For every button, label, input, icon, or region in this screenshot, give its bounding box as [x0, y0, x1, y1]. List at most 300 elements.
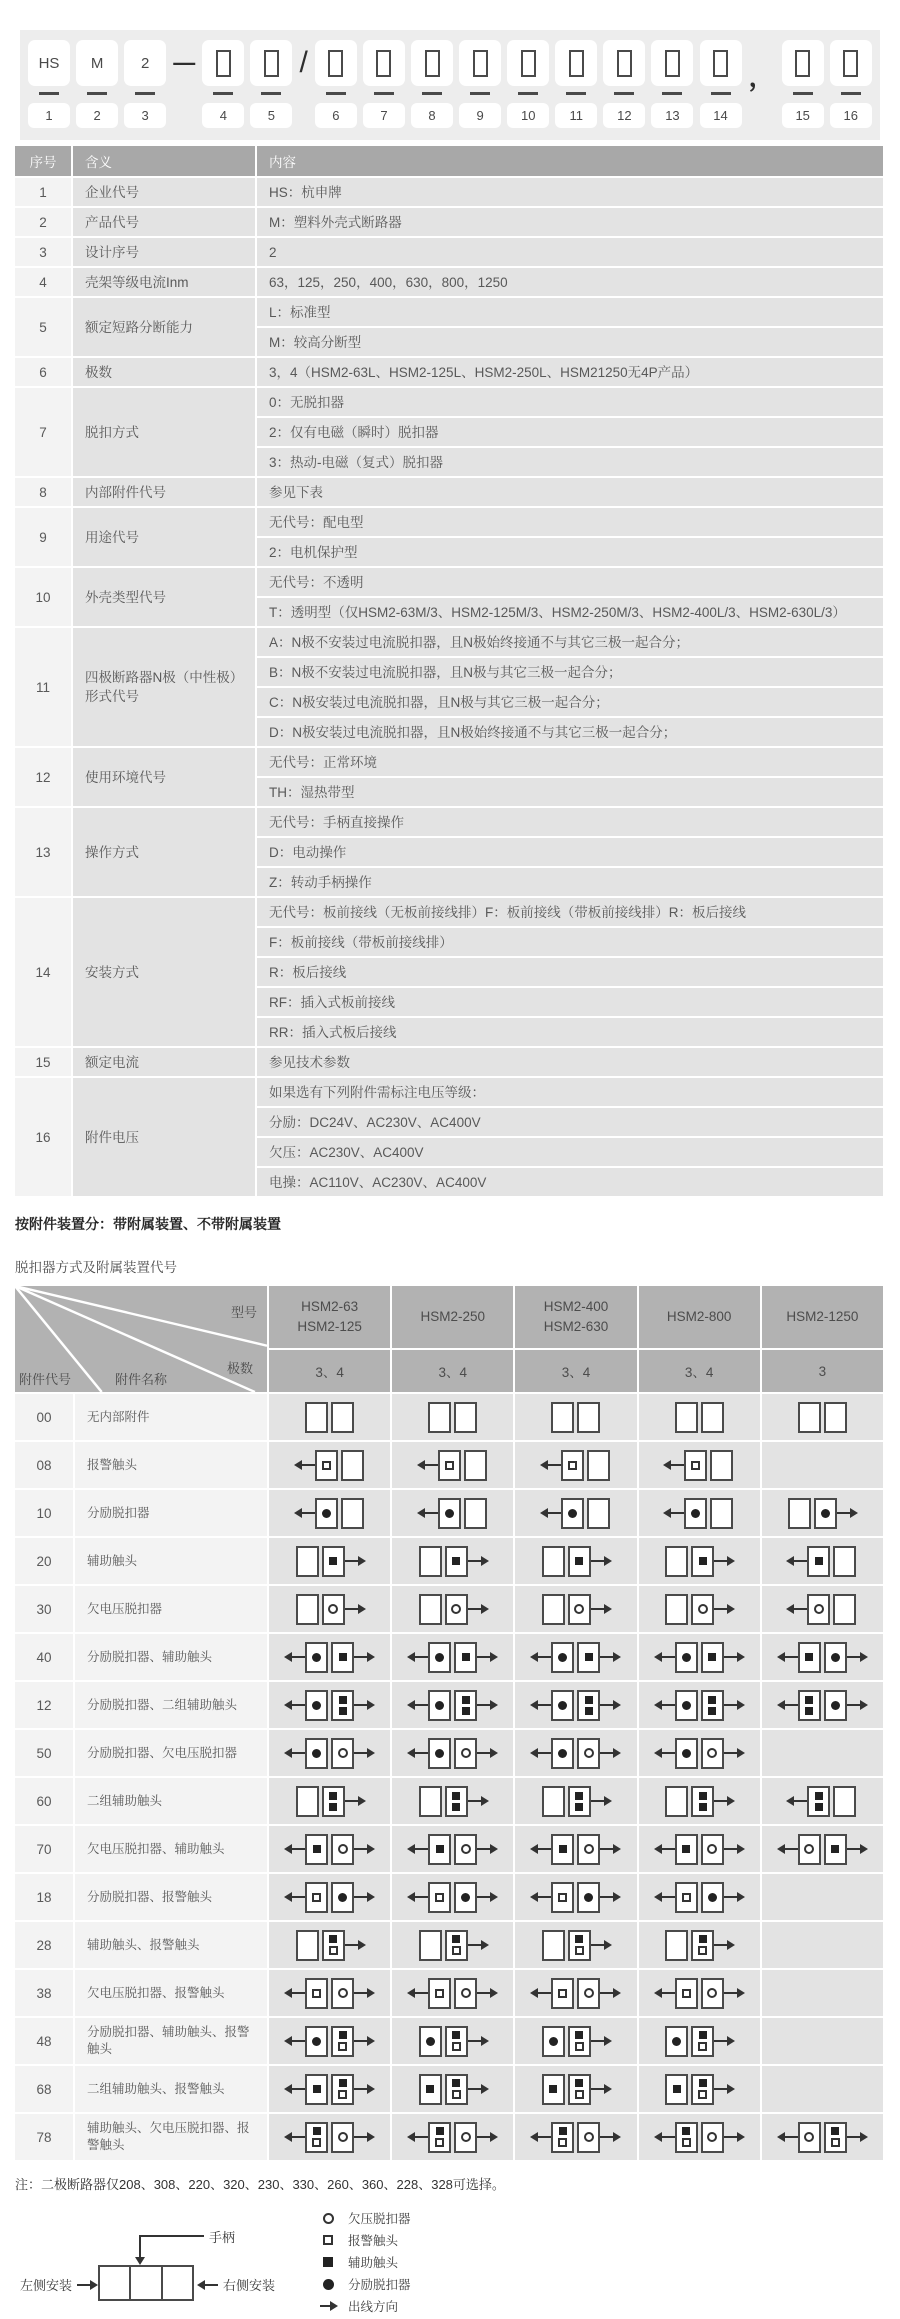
- code-box: [411, 40, 453, 86]
- accessory-diagram: [542, 1786, 610, 1817]
- breaker-compartment: [419, 1594, 442, 1625]
- breaker-compartment: [577, 1642, 600, 1673]
- breaker-compartment: [296, 1786, 319, 1817]
- accessory-diagram: [779, 1642, 866, 1673]
- empty-code-slot: [795, 50, 810, 77]
- breaker-compartment: [305, 1738, 328, 1769]
- row-number-cell: 9: [15, 508, 71, 566]
- left-arrow-icon: [779, 2136, 798, 2138]
- breaker-compartment: [454, 1882, 477, 1913]
- right-arrow-icon: [468, 1800, 487, 1802]
- auxiliary-contact-symbol: [436, 2127, 444, 2135]
- breaker-compartment: [428, 1642, 451, 1673]
- auxiliary-contact-symbol: [329, 1803, 337, 1811]
- legend-label: 欠压脱扣器: [348, 2212, 411, 2226]
- alarm-contact-symbol: [698, 1946, 707, 1955]
- accessory-row: [15, 1730, 883, 1776]
- shunt-release-symbol: [322, 1509, 331, 1518]
- breaker-compartment: [577, 1834, 600, 1865]
- diagram-cell: [392, 1922, 513, 1968]
- breaker-compartment: [798, 1834, 821, 1865]
- accessory-code-cell: 40: [15, 1634, 73, 1680]
- row-content-cell: A：N极不安装过电流脱扣器，且N极始终接通不与其它三极一起合分；: [257, 628, 883, 656]
- corner-label-model: 型号: [230, 1305, 257, 1320]
- breaker-box: [807, 1546, 856, 1577]
- right-arrow-icon: [591, 1608, 610, 1610]
- left-arrow-icon: [532, 1848, 551, 1850]
- breaker-box: [788, 1498, 837, 1529]
- accessory-diagram: [286, 2026, 373, 2057]
- right-arrow-icon: [591, 1800, 610, 1802]
- breaker-box: [428, 1642, 477, 1673]
- legend-label: 分励脱扣器: [348, 2278, 411, 2292]
- breaker-compartment: [684, 1450, 707, 1481]
- alarm-contact-symbol: [682, 1989, 691, 1998]
- table-row: [15, 628, 883, 656]
- alarm-contact-symbol: [691, 1461, 700, 1470]
- right-arrow-icon: [591, 2088, 610, 2090]
- row-content-cell: L：标准型: [257, 298, 883, 326]
- breaker-box: [675, 1738, 724, 1769]
- handle-label: 手柄: [209, 2230, 236, 2245]
- accessory-diagram: [532, 1978, 619, 2009]
- accessory-row: [15, 1874, 883, 1920]
- breaker-compartment: [454, 1402, 477, 1433]
- accessory-diagram: [419, 1450, 487, 1481]
- accessory-diagram: [656, 1738, 743, 1769]
- code-position: [411, 40, 453, 128]
- accessory-name-cell: 分励脱扣器、欠电压脱扣器: [75, 1730, 267, 1776]
- breaker-box: [296, 1546, 345, 1577]
- undervoltage-release-symbol: [707, 1844, 717, 1854]
- left-arrow-icon: [779, 1848, 798, 1850]
- code-position: [202, 40, 244, 128]
- diagram-cell: [392, 1826, 513, 1872]
- right-arrow-icon: [591, 2040, 610, 2042]
- auxiliary-contact-symbol: [699, 1803, 707, 1811]
- trip-unit-table-title: 脱扣器方式及附属装置代号: [15, 1260, 177, 1275]
- breaker-compartment: [798, 1642, 821, 1673]
- diagram-cell: [392, 1682, 513, 1728]
- auxiliary-contact-symbol: [815, 1792, 823, 1800]
- row-content-cell: 电操：AC110V、AC230V、AC400V: [257, 1168, 883, 1196]
- breaker-box: [798, 1642, 847, 1673]
- accessory-row: [15, 2018, 883, 2064]
- breaker-box: [542, 2026, 591, 2057]
- accessory-diagram: [419, 1930, 487, 1961]
- breaker-compartment: [331, 1402, 354, 1433]
- left-arrow-icon: [286, 2040, 305, 2042]
- auxiliary-contact-symbol: [329, 1935, 337, 1943]
- code-position-number: 6: [315, 103, 357, 128]
- breaker-compartment: [341, 1450, 364, 1481]
- code-position-number: 13: [651, 103, 693, 128]
- alarm-contact-symbol: [452, 1946, 461, 1955]
- row-content-cell: HS：杭申牌: [257, 178, 883, 206]
- alarm-contact-symbol: [452, 2042, 461, 2051]
- right-arrow-icon: [724, 1848, 743, 1850]
- alarm-contact-symbol: [435, 1893, 444, 1902]
- shunt-release-symbol: [682, 1701, 691, 1710]
- diagram-cell: [639, 2114, 760, 2160]
- diagram-cell: [269, 2018, 390, 2064]
- diagram-cell: [515, 1394, 636, 1440]
- auxiliary-contact-symbol: [575, 1803, 583, 1811]
- diagram-cell: [762, 1826, 883, 1872]
- row-meaning-cell: 产品代号: [73, 208, 255, 236]
- accessory-diagram: [532, 1642, 619, 1673]
- empty-code-slot: [473, 50, 488, 77]
- breaker-box: [561, 1498, 610, 1529]
- right-arrow-icon: [345, 1800, 364, 1802]
- auxiliary-contact-symbol: [575, 2079, 583, 2087]
- row-content-cell: 2: [257, 238, 883, 266]
- diagram-cell: [515, 2018, 636, 2064]
- accessory-diagram: [419, 1594, 487, 1625]
- row-content-cell: D：电动操作: [257, 838, 883, 866]
- code-position: [555, 40, 597, 128]
- accessory-name-cell: 分励脱扣器、二组辅助触头: [75, 1682, 267, 1728]
- right-arrow-icon: [714, 1560, 733, 1562]
- code-separator: [748, 40, 776, 93]
- accessory-diagram: [419, 1786, 487, 1817]
- accessory-row: [15, 1970, 883, 2016]
- row-content-cell: 欠压：AC230V、AC400V: [257, 1138, 883, 1166]
- right-arrow-icon: [468, 2088, 487, 2090]
- row-content-cell: Z：转动手柄操作: [257, 868, 883, 896]
- auxiliary-contact-symbol: [339, 1653, 347, 1661]
- breaker-compartment: [824, 1642, 847, 1673]
- diagram-cell: [515, 2066, 636, 2112]
- breaker-box: [305, 1834, 354, 1865]
- breaker-box: [551, 1402, 600, 1433]
- table-row: [15, 1048, 883, 1076]
- auxiliary-contact-symbol: [708, 1707, 716, 1715]
- right-arrow-icon: [847, 1656, 866, 1658]
- table-row: [15, 508, 883, 536]
- accessory-code-cell: 10: [15, 1490, 73, 1536]
- breaker-compartment: [665, 1546, 688, 1577]
- code-box: 2: [124, 40, 166, 86]
- code-underline: [614, 92, 634, 95]
- dot-legend-icon: [318, 2279, 338, 2290]
- row-number-cell: 8: [15, 478, 71, 506]
- undervoltage-release-symbol: [584, 1748, 594, 1758]
- breaker-box: [675, 1834, 724, 1865]
- legend-item: [318, 2251, 411, 2273]
- right-arrow-icon: [591, 1944, 610, 1946]
- breaker-box: [438, 1498, 487, 1529]
- accessory-code-cell: 28: [15, 1922, 73, 1968]
- left-arrow-icon: [286, 1704, 305, 1706]
- code-underline: [87, 92, 107, 95]
- row-meaning-cell: 设计序号: [73, 238, 255, 266]
- diagram-cell: [762, 1682, 883, 1728]
- empty-code-slot: [569, 50, 584, 77]
- shunt-release-symbol: [445, 1509, 454, 1518]
- row-content-cell: 63，125，250，400，630，800，1250: [257, 268, 883, 296]
- diagram-cell: [762, 1586, 883, 1632]
- table-row: [15, 1078, 883, 1106]
- diagram-cell: [392, 1970, 513, 2016]
- breaker-box: [665, 1786, 714, 1817]
- breaker-compartment: [691, 1594, 714, 1625]
- auxiliary-contact-symbol: [699, 1557, 707, 1565]
- code-box: M: [76, 40, 118, 86]
- left-arrow-icon: [286, 2136, 305, 2138]
- header-meaning: 含义: [73, 146, 255, 176]
- diagram-cell: [515, 1682, 636, 1728]
- breaker-box: [665, 2026, 714, 2057]
- poles-header-cell: 3、4: [269, 1350, 390, 1392]
- right-arrow-icon: [600, 1752, 619, 1754]
- breaker-compartment: [542, 1786, 565, 1817]
- breaker-box: [798, 1402, 847, 1433]
- table-row: [15, 898, 883, 926]
- accessory-diagram: [542, 1594, 610, 1625]
- breaker-box: [305, 1690, 354, 1721]
- undervoltage-release-symbol: [814, 1604, 824, 1614]
- breaker-compartment: [454, 1834, 477, 1865]
- breaker-compartment: [798, 1690, 821, 1721]
- auxiliary-contact-symbol: [699, 1792, 707, 1800]
- breaker-box: [419, 1594, 468, 1625]
- breaker-compartment: [454, 1978, 477, 2009]
- empty-code-slot: [425, 50, 440, 77]
- breaker-compartment: [305, 1882, 328, 1913]
- diagram-cell: [639, 1490, 760, 1536]
- alarm-contact-symbol: [558, 1893, 567, 1902]
- accessory-diagram: [286, 2074, 373, 2105]
- code-box: [507, 40, 549, 86]
- left-arrow-icon: [532, 1752, 551, 1754]
- row-number-cell: 2: [15, 208, 71, 236]
- breaker-compartment: [807, 1594, 830, 1625]
- breaker-compartment: [542, 1546, 565, 1577]
- row-number-cell: 3: [15, 238, 71, 266]
- breaker-compartment: [305, 1642, 328, 1673]
- undervoltage-release-symbol: [451, 1604, 461, 1614]
- breaker-compartment: [701, 1978, 724, 2009]
- diagram-cell: [639, 2066, 760, 2112]
- right-arrow-icon: [77, 2284, 96, 2286]
- separator-glyph: —: [173, 50, 196, 75]
- accessory-diagram: [665, 2074, 733, 2105]
- right-arrow-icon: [847, 1704, 866, 1706]
- right-arrow-icon: [714, 1800, 733, 1802]
- accessory-diagram: [296, 1450, 364, 1481]
- undervoltage-release-symbol: [804, 1844, 814, 1854]
- accessory-name-cell: 分励脱扣器、报警触头: [75, 1874, 267, 1920]
- breaker-compartment: [710, 1498, 733, 1529]
- table-row: [15, 358, 883, 386]
- right-arrow-icon: [724, 1656, 743, 1658]
- diagram-cell: [762, 1922, 883, 1968]
- left-arrow-icon: [656, 1656, 675, 1658]
- row-meaning-cell: 安装方式: [73, 898, 255, 1046]
- auxiliary-contact-symbol: [339, 2079, 347, 2087]
- poles-header-cell: 3: [762, 1350, 883, 1392]
- row-content-cell: 如果选有下列附件需标注电压等级：: [257, 1078, 883, 1106]
- accessory-code-cell: 38: [15, 1970, 73, 2016]
- code-position-number: 2: [76, 103, 118, 128]
- breaker-box: [428, 1738, 477, 1769]
- breaker-compartment: [419, 1546, 442, 1577]
- breaker-compartment: [691, 1786, 714, 1817]
- right-arrow-icon: [714, 1944, 733, 1946]
- diagram-cell: [515, 1586, 636, 1632]
- breaker-compartment: [305, 1834, 328, 1865]
- breaker-box: [428, 2122, 477, 2153]
- accessory-row: [15, 1634, 883, 1680]
- breaker-compartment: [331, 2074, 354, 2105]
- undervoltage-release-symbol: [707, 1988, 717, 1998]
- undervoltage-release-symbol: [461, 1748, 471, 1758]
- breaker-compartment: [542, 2026, 565, 2057]
- shunt-release-symbol: [435, 1749, 444, 1758]
- diagram-cell: [392, 1538, 513, 1584]
- breaker-compartment: [464, 1450, 487, 1481]
- code-position: [700, 40, 742, 128]
- right-arrow-icon: [477, 1656, 496, 1658]
- legend-label: 报警触头: [348, 2234, 399, 2248]
- accessory-name-cell: 无内部附件: [75, 1394, 267, 1440]
- handle-leader-line: [140, 2235, 204, 2237]
- auxiliary-contact-symbol: [452, 1803, 460, 1811]
- breaker-compartment: [577, 1402, 600, 1433]
- alarm-contact-symbol: [445, 1461, 454, 1470]
- undervoltage-release-symbol: [804, 2132, 814, 2142]
- accessory-diagram: [428, 1402, 477, 1433]
- header-content: 内容: [257, 146, 883, 176]
- breaker-box: [561, 1450, 610, 1481]
- model-header-cell: [269, 1286, 390, 1348]
- left-arrow-icon: [656, 1848, 675, 1850]
- legend-item: [318, 2273, 411, 2295]
- auxiliary-contact-symbol: [708, 1653, 716, 1661]
- breaker-compartment: [568, 1930, 591, 1961]
- accessory-row: [15, 1490, 883, 1536]
- circle-symbol: [323, 2213, 334, 2224]
- accessory-diagram: [409, 1738, 496, 1769]
- shunt-release-symbol: [831, 1653, 840, 1662]
- model-name: HSM2-1250: [786, 1309, 859, 1324]
- model-header-cell: [515, 1286, 636, 1348]
- accessory-diagram: [665, 1498, 733, 1529]
- row-number-cell: 14: [15, 898, 71, 1046]
- breaker-box: [296, 1594, 345, 1625]
- accessory-row: [15, 1682, 883, 1728]
- code-position-number: 12: [603, 103, 645, 128]
- table-row: [15, 478, 883, 506]
- undervoltage-release-symbol: [584, 1988, 594, 1998]
- breaker-compartment: [296, 1546, 319, 1577]
- alarm-contact-symbol: [312, 2138, 321, 2147]
- accessory-diagram: [286, 2122, 373, 2153]
- legend-label: 出线方向: [348, 2300, 399, 2314]
- breaker-compartment: [684, 1498, 707, 1529]
- code-underline: [326, 92, 346, 95]
- diagram-cell: [269, 1634, 390, 1680]
- row-content-cell: C：N极安装过电流脱扣器，且N极与其它三极一起合分；: [257, 688, 883, 716]
- breaker-box: [551, 1690, 600, 1721]
- breaker-compartment: [675, 1690, 698, 1721]
- breaker-compartment: [824, 1834, 847, 1865]
- header-no: 序号: [15, 146, 71, 176]
- alarm-contact-symbol: [338, 2090, 347, 2099]
- breaker-compartment: [701, 1834, 724, 1865]
- row-content-cell: 2：电机保护型: [257, 538, 883, 566]
- breaker-box: [684, 1498, 733, 1529]
- diagram-cell: [762, 2018, 883, 2064]
- breaker-box: [419, 1930, 468, 1961]
- breaker-box: [315, 1450, 364, 1481]
- breaker-box: [675, 1690, 724, 1721]
- model-header-cell: [392, 1286, 513, 1348]
- row-number-cell: 11: [15, 628, 71, 746]
- bottom-block: [20, 2207, 885, 2319]
- breaker-compartment: [701, 1738, 724, 1769]
- diagram-cell: [269, 1394, 390, 1440]
- diagram-cell: [392, 1586, 513, 1632]
- breaker-outline: [98, 2265, 194, 2301]
- diagram-cell: [269, 2114, 390, 2160]
- breaker-compartment: [807, 1786, 830, 1817]
- breaker-box: [675, 1882, 724, 1913]
- alarm-contact-symbol: [568, 1461, 577, 1470]
- shunt-release-symbol: [682, 1749, 691, 1758]
- right-arrow-icon: [354, 1752, 373, 1754]
- right-arrow-icon: [714, 2040, 733, 2042]
- left-arrow-icon: [286, 1752, 305, 1754]
- left-install-group: [20, 2275, 96, 2294]
- alarm-contact-symbol: [435, 2138, 444, 2147]
- accessory-code-cell: 78: [15, 2114, 73, 2160]
- breaker-compartment: [675, 1882, 698, 1913]
- diagram-cell: [269, 1538, 390, 1584]
- code-position-number: 1: [28, 103, 70, 128]
- auxiliary-contact-symbol: [585, 1696, 593, 1704]
- diagram-cell: [392, 2066, 513, 2112]
- legend-label: 辅助触头: [348, 2256, 399, 2270]
- code-position: [250, 40, 292, 128]
- diagram-cell: [762, 1778, 883, 1824]
- corner-cell: [15, 1286, 267, 1392]
- empty-code-slot: [264, 50, 279, 77]
- breaker-compartment: [691, 1930, 714, 1961]
- undervoltage-release-symbol: [338, 2132, 348, 2142]
- accessory-diagram: [542, 1930, 610, 1961]
- breaker-compartment: [445, 2074, 468, 2105]
- diagram-cell: [639, 1634, 760, 1680]
- code-position: [315, 40, 357, 128]
- auxiliary-contact-symbol: [559, 2127, 567, 2135]
- accessory-diagram: [286, 1690, 373, 1721]
- breaker-compartment: [331, 2026, 354, 2057]
- breaker-box: [428, 1402, 477, 1433]
- breaker-compartment: [322, 1786, 345, 1817]
- code-box: [651, 40, 693, 86]
- auxiliary-contact-symbol: [452, 1557, 460, 1565]
- left-arrow-icon: [665, 1464, 684, 1466]
- accessory-diagram: [419, 1546, 487, 1577]
- breaker-compartment: [675, 1738, 698, 1769]
- left-arrow-icon: [286, 2088, 305, 2090]
- breaker-compartment: [701, 2122, 724, 2153]
- legend-item: [318, 2229, 411, 2251]
- breaker-compartment: [824, 1690, 847, 1721]
- handle-leader-line-vertical: [139, 2235, 141, 2257]
